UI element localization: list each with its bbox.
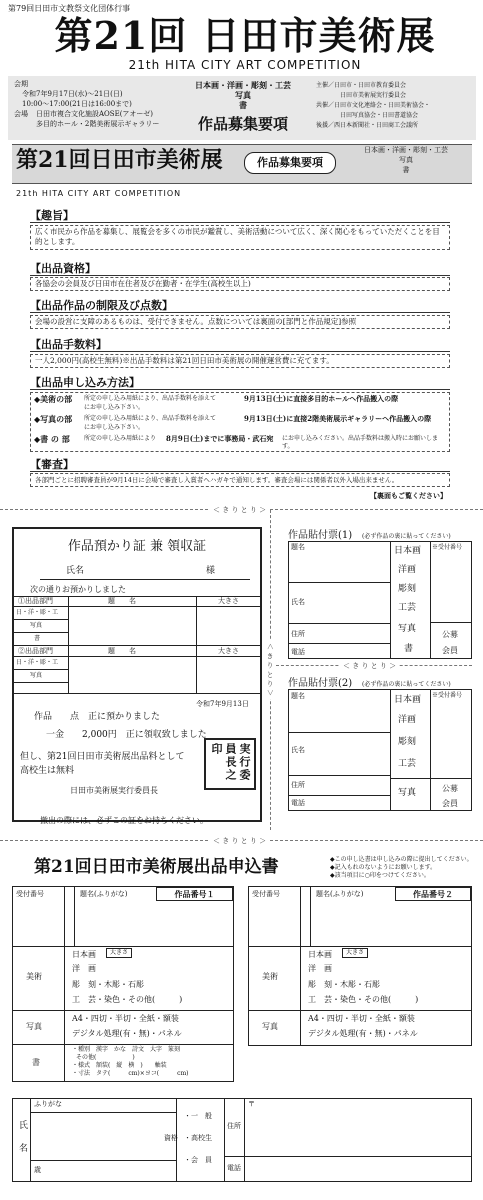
receipt-line1: 作品 点 正に預かりました — [34, 712, 161, 722]
tag1-title-label: 題名 — [291, 543, 305, 551]
personal-furigana: ふりがな — [34, 1100, 62, 1108]
receipt-title: 作品預かり証 兼 領収証 — [67, 539, 207, 554]
cut-label-bottom: ＜ き り と り ＞ — [210, 836, 269, 846]
tag2-addr-label: 住所 — [291, 781, 305, 789]
section-eligibility-body: 各協会の会員及び日田市在住者及び在勤者・在学生(高校生以上) — [30, 277, 450, 291]
receipt-row-photo-1: 写真 — [30, 622, 43, 629]
personal-name-label: 氏名 — [17, 1120, 27, 1166]
tag1-dept-photo: 写真 — [398, 624, 417, 634]
form1-art-line1: 日本画 — [72, 950, 96, 959]
organizer-3: 共催／日田市文化連絡会・日田美術協会・ — [316, 102, 431, 109]
period: 令和7年9月17日(水)～21日(日) — [22, 90, 123, 98]
info-categories-2: 写真 — [235, 90, 251, 100]
form1-sho-line1: ・種別 漢字 かな 詩文 大字 篆刻 — [72, 1046, 181, 1053]
receipt-date: 令和7年9月13日 — [196, 700, 249, 708]
tag1-title: 作品貼付票(1) — [288, 530, 353, 541]
form2-size: 大きさ — [342, 948, 368, 958]
form2-art-line3: 彫 刻・木彫・石彫 — [308, 980, 380, 989]
tag1-addr-label: 住所 — [291, 630, 305, 638]
cut-label-vertical: ＜ き り と り ＞ — [265, 640, 275, 699]
form2-art-line4: 工 芸・染色・その他( ) — [308, 995, 419, 1004]
venue: 日田市複合文化施設AOSE(アオーゼ) — [36, 110, 153, 118]
see-back-note: 【裏面もご覧ください】 — [370, 491, 447, 500]
organizer-2: 日田市美術展実行委員会 — [340, 92, 407, 99]
apply-dept-art: ◆美術の部 — [34, 394, 73, 404]
tag1-recv: ※受付番号 — [432, 544, 463, 551]
tag1-dept-kogei: 工芸 — [398, 603, 417, 613]
apply-dept-photo: ◆写真の部 — [34, 414, 73, 424]
tag2-note: (必ず作品の裏に貼ってください) — [362, 681, 451, 688]
form1-sho-line4: ・寸法 タテ( cm)×ヨコ( cm) — [72, 1070, 189, 1077]
main-subtitle: 21th HITA CITY ART COMPETITION — [128, 58, 362, 72]
section-eligibility-title: 【出品資格】 — [30, 262, 450, 276]
info-recruit: 作品募集要項 — [197, 115, 288, 133]
info-categories-1: 日本画・洋画・彫刻・工芸 — [195, 80, 291, 90]
banner-cat1: 日本画・洋画・彫刻・工芸 — [364, 146, 448, 154]
personal-qual-label: 資格 — [164, 1134, 178, 1142]
cut-label-tags: ＜ き り と り ＞ — [340, 661, 399, 671]
section-purpose-body: 広く市民から作品を募集し、展覧会を多くの市民が鑑賞し、美術活動について広く、深く関心をもっていただくことを目的とします。 — [30, 225, 450, 250]
main-title: 第21回 日田市美術展 — [54, 13, 436, 58]
tag1-dept-yoga: 洋画 — [398, 565, 417, 575]
form2-photo-label: 写真 — [262, 1022, 278, 1031]
venue-2: 多目的ホール・2階美術展示ギャラリー — [36, 120, 160, 128]
series-label: 第79回日田市文教祭文化団体行事 — [8, 4, 131, 13]
receipt-seal: 実行委員長之印 — [204, 738, 256, 790]
receipt-footer: 撤出の際には、必ずこの証をお持ちください。 — [40, 816, 208, 825]
tag2-title-label: 題名 — [291, 692, 305, 700]
apply-note-art: 所定の申し込み用紙により、出品手数料を添えて — [84, 395, 217, 402]
tag1-dept-chokoku: 彫刻 — [398, 584, 417, 594]
apply-tail-art: にお申し込み下さい。 — [84, 404, 145, 411]
banner-recruit: 作品募集要項 — [244, 152, 336, 174]
apply-note-sho: 所定の申し込み用紙により — [84, 435, 157, 442]
tag2-dept-nihonga: 日本画 — [394, 695, 422, 705]
receipt-row-sho-1: 書 — [34, 635, 41, 642]
venue-label: 会場 — [14, 110, 28, 118]
banner-title: 第21回日田市美術展 — [16, 147, 223, 173]
form1-photo-line2: デジタル処理(有・無)・パネル — [72, 1029, 182, 1038]
apply-tail-photo: にお申し込み下さい。 — [84, 424, 145, 431]
personal-qual-2: ・高校生 — [184, 1134, 212, 1142]
form1-art-line2: 洋 画 — [72, 964, 96, 973]
personal-qual-1: ・一 般 — [184, 1112, 212, 1120]
tag2-dept-yoga: 洋画 — [398, 715, 417, 725]
tag1-dept-nihonga: 日本画 — [394, 546, 422, 556]
form2-work-number: 作品番号２ — [395, 887, 471, 901]
receipt-issuer: 日田市美術展実行委員長 — [70, 786, 158, 795]
form1-art-label: 美術 — [26, 972, 42, 981]
form2-recv-label: 受付番号 — [252, 890, 280, 898]
section-judging-title: 【審査】 — [30, 458, 450, 472]
form1-size: 大きさ — [106, 948, 132, 958]
application-title: 第21回日田市美術展出品申込書 — [34, 857, 279, 877]
form1-sho-line3: ・様式 額装( 縦 横 ) 軸装 — [72, 1062, 167, 1069]
receipt-dept2: ②出品部門 — [18, 647, 53, 655]
personal-postal: 〒 — [248, 1100, 255, 1108]
application-note-2: ◆記入もれのないようにお願いします。 — [330, 864, 437, 871]
personal-age: 歳 — [34, 1166, 41, 1174]
tag2-kaiin: 会員 — [442, 799, 458, 808]
hours: 10:00～17:00(21日は16:00まで) — [22, 100, 132, 108]
section-limits-title: 【出品作品の制限及び点数】 — [30, 299, 450, 313]
tag2-kobo: 公募 — [442, 784, 458, 793]
form1-title-label: 題名(ふりがな) — [80, 890, 128, 898]
application-note-3: ◆該当項目に○印をつけてください。 — [330, 872, 430, 879]
receipt-dept1: ①出品部門 — [18, 597, 53, 605]
section-fee-body: 一人2,000円(高校生無料)※出品手数料は第21回日田市美術展の開催運営費に充てます。 — [30, 354, 450, 368]
form2-photo-line1: A4・四切・半切・全紙・額装 — [308, 1014, 415, 1023]
info-categories-3: 書 — [239, 100, 247, 110]
cut-label-top: ＜ き り と り ＞ — [210, 505, 269, 515]
form1-recv-label: 受付番号 — [16, 890, 44, 898]
receipt-line3: 但し、第21回日田市美術展出品料として — [20, 752, 185, 762]
receipt-col-title-2: 題 名 — [108, 647, 136, 655]
form1-art-line3: 彫 刻・木彫・石彫 — [72, 980, 144, 989]
receipt-row-art-2: 日・洋・彫・工 — [16, 659, 59, 666]
personal-addr-label: 住所 — [227, 1122, 241, 1130]
receipt-line2: 一金 2,000円 正に領収致しました — [46, 730, 207, 740]
tag1-name-label: 氏名 — [291, 598, 305, 606]
tag2-dept-kogei: 工芸 — [398, 759, 417, 769]
banner-cat2: 写真 — [399, 156, 413, 164]
form2-art-label: 美術 — [262, 972, 278, 981]
organizer-4: 日田写真協会・日田書道協会 — [340, 112, 419, 119]
receipt-line4: 高校生は無料 — [20, 766, 75, 776]
banner-cat3: 書 — [402, 166, 410, 174]
form2-title-label: 題名(ふりがな) — [316, 890, 364, 898]
personal-tel-label: 電話 — [227, 1164, 241, 1172]
form1-photo-line1: A4・四切・半切・全紙・額装 — [72, 1014, 179, 1023]
apply-main-art: 9月13日(土)に直接多目的ホールへ作品搬入の際 — [244, 394, 399, 403]
apply-note-photo: 所定の申し込み用紙により、出品手数料を添えて — [84, 415, 217, 422]
form1-sho-line2: その他( ) — [76, 1054, 135, 1061]
receipt-col-size-2: 大きさ — [218, 647, 239, 655]
form2-photo-line2: デジタル処理(有・無)・パネル — [308, 1029, 418, 1038]
personal-qual-3: ・会 員 — [184, 1156, 212, 1164]
organizer-5: 後援／西日本新聞社・日田商工会議所 — [316, 122, 419, 129]
tag1-kobo: 公募 — [442, 630, 458, 639]
form2-art-line2: 洋 画 — [308, 964, 332, 973]
form1-photo-label: 写真 — [26, 1022, 42, 1031]
tag2-tel-label: 電話 — [291, 799, 305, 807]
tag1-note: (必ず作品の裏に貼ってください) — [362, 533, 451, 540]
apply-main-sho: 8月9日(土)までに事務局・武石宛 — [166, 434, 274, 443]
section-purpose-title: 【趣旨】 — [30, 209, 450, 223]
tag2-name-label: 氏名 — [291, 746, 305, 754]
tag1-dept-sho: 書 — [404, 644, 414, 654]
receipt-row-photo-2: 写真 — [30, 672, 43, 679]
receipt-row-art-1: 日・洋・彫・工 — [16, 609, 59, 616]
receipt-name-label: 氏名 — [66, 566, 85, 576]
form1-sho-label: 書 — [32, 1058, 40, 1067]
apply-main-photo: 9月13日(土)に直接2階美術展示ギャラリーへ作品搬入の際 — [244, 414, 432, 423]
tag2-title: 作品貼付票(2) — [288, 678, 353, 689]
tag1-kaiin: 会員 — [442, 646, 458, 655]
form2-art-line1: 日本画 — [308, 950, 332, 959]
apply-tail-sho: にお申し込みください。出品手数料は搬入時にお願いします。 — [282, 435, 439, 450]
tag1-card — [288, 541, 472, 659]
receipt-col-title-1: 題 名 — [108, 597, 136, 605]
application-note-1: ◆この申し込書は申し込みの際に提出してください。 — [330, 856, 473, 863]
section-apply-title: 【出品申し込み方法】 — [30, 376, 450, 390]
apply-dept-sho: ◆書 の 部 — [34, 434, 70, 444]
receipt-sama: 様 — [206, 566, 216, 576]
tag2-dept-photo: 写真 — [398, 788, 417, 798]
banner-sub: 21th HITA CITY ART COMPETITION — [16, 189, 182, 198]
receipt-intro: 次の通りお預かりしました — [30, 585, 126, 594]
organizer-1: 主催／日田市・日田市教育委員会 — [316, 82, 407, 89]
personal-info-table — [12, 1098, 472, 1182]
form1-work-number: 作品番号１ — [156, 887, 233, 901]
section-fee-title: 【出品手数料】 — [30, 338, 450, 352]
section-judging-body: 各部門ごとに招聘審査員が9月14日に会場で審査し入賞者へハガキで通知します。審査会場には関係者以外入場出来ません。 — [30, 473, 450, 487]
form1-art-line4: 工 芸・染色・その他( ) — [72, 995, 183, 1004]
tag1-tel-label: 電話 — [291, 648, 305, 656]
section-limits-body: 会場の設営に支障のあるものは、受付できません。点数については裏面の[部門と作品規定]参照 — [30, 315, 450, 329]
tag2-dept-chokoku: 彫刻 — [398, 737, 417, 747]
receipt-col-size-1: 大きさ — [218, 597, 239, 605]
tag2-recv: ※受付番号 — [432, 692, 463, 699]
period-label: 会期 — [14, 80, 28, 88]
